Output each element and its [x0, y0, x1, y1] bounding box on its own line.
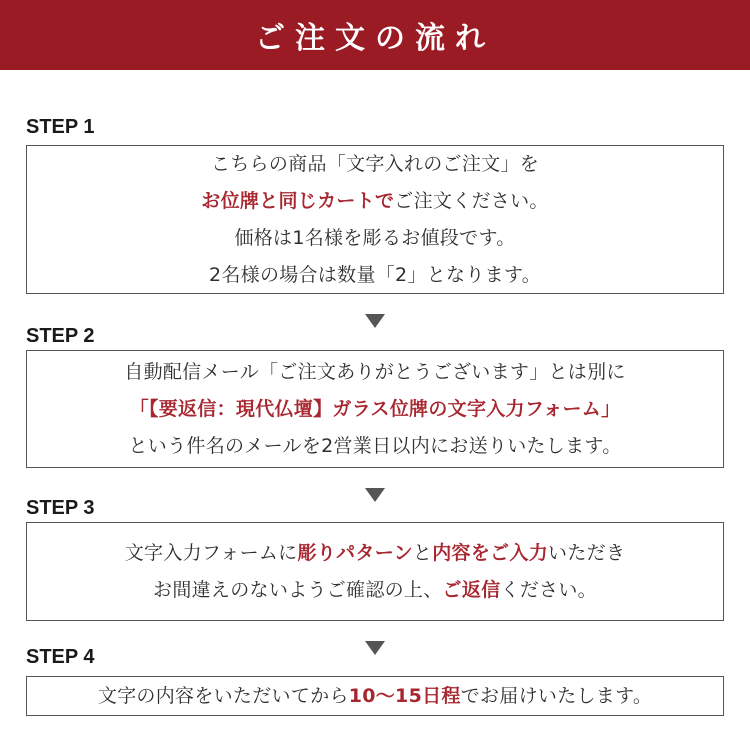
- step-text-line: [211, 146, 539, 183]
- body-text: 2名様の場合は数量「2」となります。: [208, 263, 542, 286]
- body-text: ご注文ください。: [394, 189, 549, 212]
- highlighted-text: 10〜15日程: [348, 684, 461, 707]
- step-text-line: [129, 428, 622, 465]
- down-arrow-icon: [365, 488, 385, 502]
- step-text-line: [209, 257, 541, 294]
- highlighted-text: 「【要返信：現代仏壇】ガラス位牌の文字入力フォーム」: [129, 397, 621, 420]
- step-1-label: STEP 1: [26, 116, 95, 138]
- body-text: 価格は1名様を彫るお値段です。: [234, 226, 516, 249]
- body-text: いただき: [548, 541, 626, 564]
- step-3-box: [26, 522, 724, 621]
- step-2-box: [26, 350, 724, 468]
- body-text: ください。: [500, 578, 597, 601]
- step-text-line: [201, 183, 548, 220]
- step-4-label: STEP 4: [26, 646, 95, 668]
- body-text: お間違えのないようご確認の上、: [153, 578, 443, 601]
- body-text: という件名のメールを2営業日以内にお送りいたします。: [128, 434, 622, 457]
- highlighted-text: ご返信: [442, 578, 501, 601]
- step-4-box: [26, 676, 724, 716]
- page-header: [0, 0, 750, 70]
- body-text: と: [412, 541, 433, 564]
- down-arrow-icon: [365, 314, 385, 328]
- step-3-label: STEP 3: [26, 497, 95, 519]
- step-text-line: [124, 354, 625, 391]
- highlighted-text: 彫りパターン: [297, 541, 413, 564]
- step-text-line: [153, 572, 597, 609]
- body-text: でお届けいたします。: [460, 684, 653, 707]
- step-2-label: STEP 2: [26, 325, 95, 347]
- step-text-line: [98, 678, 652, 715]
- step-text-line: [234, 220, 515, 257]
- down-arrow-icon: [365, 641, 385, 655]
- step-text-line: [125, 535, 626, 572]
- highlighted-text: 内容をご入力: [432, 541, 549, 564]
- step-1-box: [26, 145, 724, 294]
- highlighted-text: お位牌と同じカートで: [201, 189, 395, 212]
- body-text: 自動配信メール「ご注文ありがとうございます」とは別に: [124, 360, 626, 383]
- body-text: こちらの商品「文字入れのご注文」を: [210, 152, 540, 175]
- body-text: 文字入力フォームに: [124, 541, 298, 564]
- body-text: 文字の内容をいただいてから: [97, 684, 349, 707]
- step-text-line: [130, 391, 621, 428]
- page-title: ご注文の流れ: [255, 21, 495, 56]
